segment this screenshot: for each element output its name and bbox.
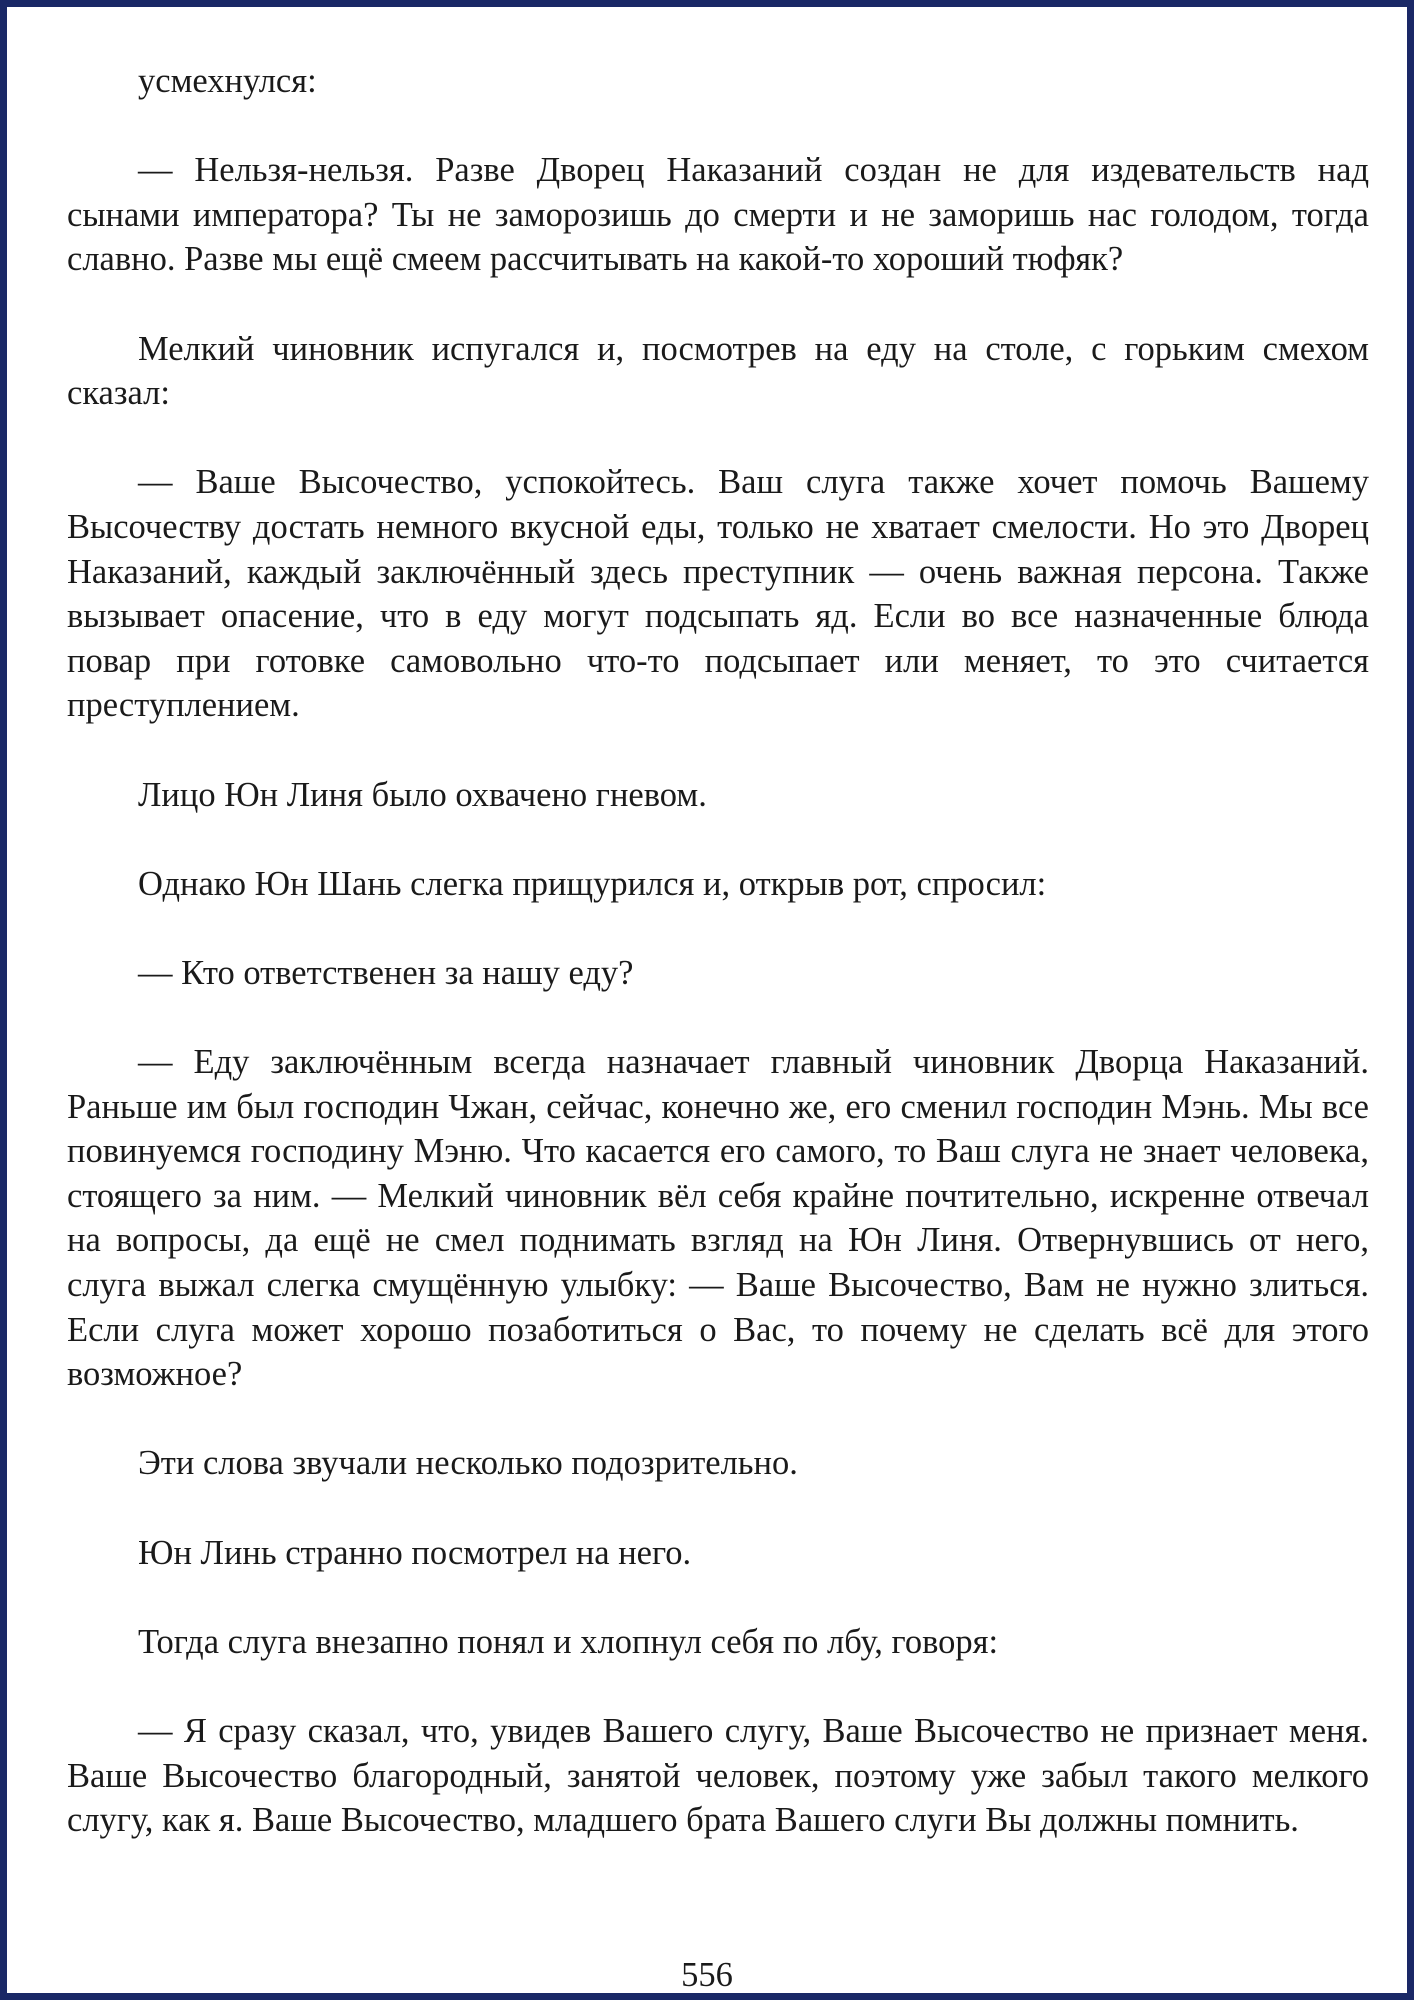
paragraph-3: Мелкий чиновник испугался и, посмотрев на еду на столе, с горьким смехом сказал: bbox=[67, 329, 1369, 413]
paragraph-10: Юн Линь странно посмотрел на него. bbox=[138, 1533, 692, 1572]
paragraph-5: Лицо Юн Линя было охвачено гневом. bbox=[138, 775, 707, 814]
page-text bbox=[67, 59, 1369, 1843]
paragraph-7: — Кто ответственен за нашу еду? bbox=[138, 953, 634, 992]
paragraph-8: — Еду заключённым всегда назначает главный чиновник Дворца Наказаний. Раньше им был господин Чжан, сейчас, конечно же, его сменил господин Мэнь. Мы все повинуемся господину Мэню. Что касается его самого, то Ваш слуга не знает человека, стоящего за ним. — Мелкий чиновник вёл себя крайне почтительно, искренне отвечал на вопросы, да ещё не смел поднимать взгляд на Юн Линя. Отвернувшись от него, слуга выжал слегка смущённую улыбку: — Ваше Высочество, Вам не нужно злиться. Если слуга может хорошо позаботиться о Вас, то почему не сделать всё для этого возможное? bbox=[67, 1043, 1369, 1394]
paragraph-9: Эти слова звучали несколько подозрительно. bbox=[138, 1444, 798, 1483]
paragraph-6: Однако Юн Шань слегка прищурился и, открыв рот, спросил: bbox=[138, 864, 1047, 903]
paragraph-2: — Нельзя-нельзя. Разве Дворец Наказаний создан не для издевательств над сынами императора? Ты не заморозишь до смерти и не заморишь нас голодом, тогда славно. Разве мы ещё смеем рассчитывать на какой-то хороший тюфяк? bbox=[67, 151, 1369, 279]
paragraph-12: — Я сразу сказал, что, увидев Вашего слугу, Ваше Высочество не признает меня. Ваше Высочество благородный, занятой человек, поэтому уже забыл такого мелкого слугу, как я. Ваше Высочество, младшего брата Вашего слуги Вы должны помнить. bbox=[67, 1711, 1369, 1840]
paragraph-4: — Ваше Высочество, успокойтесь. Ваш слуга также хочет помочь Вашему Высочеству достать немного вкусной еды, только не хватает смелости. Но это Дворец Наказаний, каждый заключённый здесь преступник — очень важная персона. Также вызывает опасение, что в еду могут подсыпать яд. Если во все назначенные блюда повар при готовке самовольно что-то подсыпает или меняет, то это считается преступлением. bbox=[67, 463, 1369, 725]
paragraph-1: усмехнулся: bbox=[138, 62, 317, 100]
paragraph-11: Тогда слуга внезапно понял и хлопнул себя по лбу, говоря: bbox=[138, 1622, 999, 1661]
page-number: 556 bbox=[681, 1956, 733, 1994]
